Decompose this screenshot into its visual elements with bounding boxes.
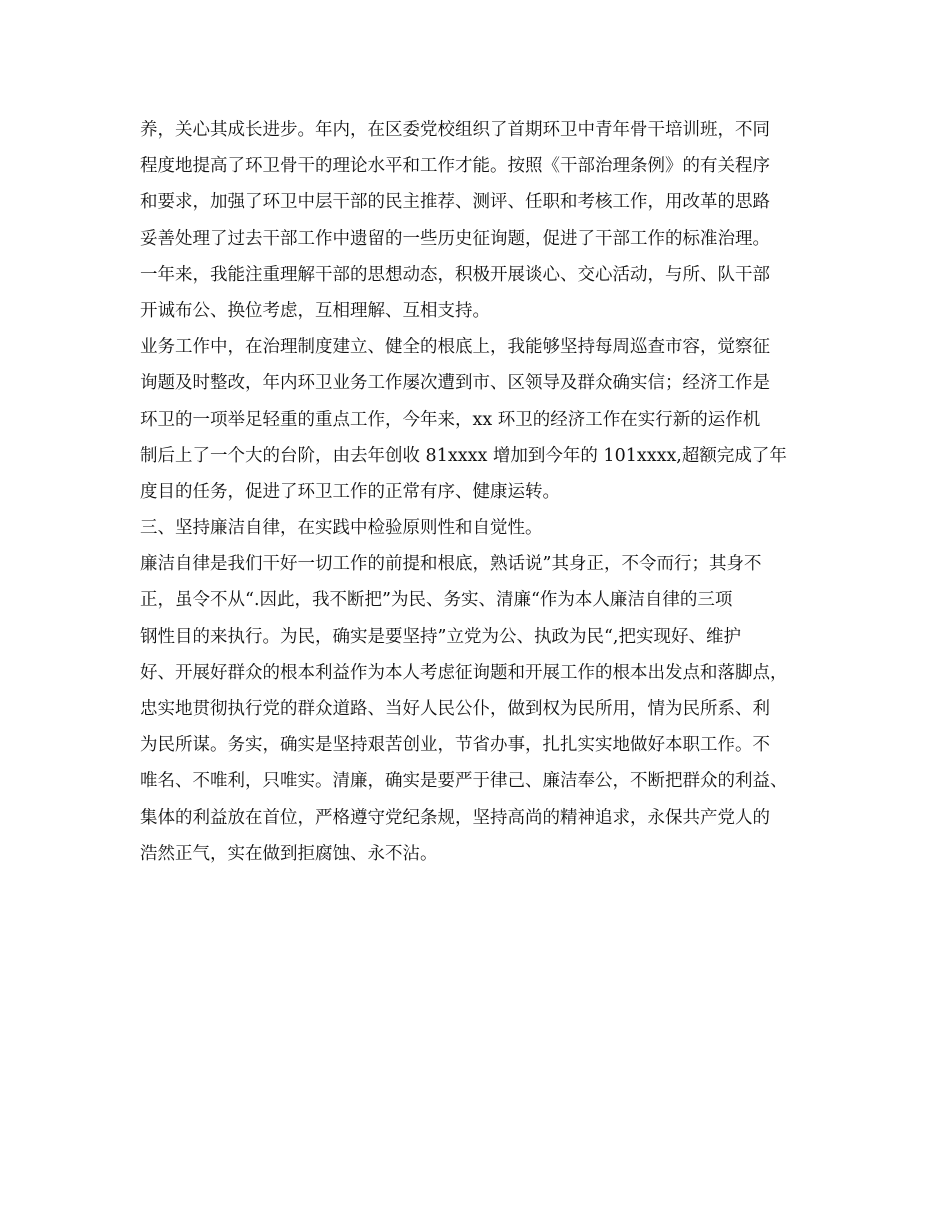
text-line: 为民所谋。务实，确实是坚持艰苦创业，节省办事，扎扎实实地做好本职工作。不 bbox=[140, 735, 770, 756]
text-line: 集体的利益放在首位，严格遵守党纪条规，坚持高尚的精神追求，永保共产党人的 bbox=[140, 807, 770, 828]
text-line: 唯名、不唯利，只唯实。清廉，确实是要严于律己、廉洁奉公，不断把群众的利益、 bbox=[140, 771, 788, 792]
text-line: 一年来，我能注重理解干部的思想动态，积极开展谈心、交心活动，与所、队干部 bbox=[140, 264, 770, 285]
text-line: 业务工作中，在治理制度建立、健全的根底上，我能够坚持每周巡查市容，觉察征 bbox=[140, 337, 770, 358]
text-line: 钢性目的来执行。为民，确实是要坚持”立党为公、执政为民“,把实现好、维护 bbox=[140, 626, 741, 647]
document-body bbox=[140, 112, 830, 872]
text-line: 制后上了一个大的台阶，由去年创收 81xxxx 增加到今年的 101xxxx,超额完成了年 bbox=[140, 445, 787, 466]
text-line: 开诚布公、换位考虑，互相理解、互相支持。 bbox=[140, 300, 490, 321]
section-heading: 三、坚持廉洁自律，在实践中检验原则性和自觉性。 bbox=[140, 518, 543, 539]
text-line: 养，关心其成长进步。年内，在区委党校组织了首期环卫中青年骨干培训班，不同 bbox=[140, 120, 770, 140]
text-line: 妥善处理了过去干部工作中遗留的一些历史征询题，促进了干部工作的标准治理。 bbox=[140, 228, 770, 249]
text-line: 环卫的一项举足轻重的重点工作，今年来，xx 环卫的经济工作在实行新的运作机 bbox=[140, 409, 761, 430]
text-line: 度目的任务，促进了环卫工作的正常有序、健康运转。 bbox=[140, 481, 560, 502]
text-line: 正，虽令不从“.因此，我不断把”为民、务实、清廉“作为本人廉洁自律的三项 bbox=[140, 590, 733, 611]
text-line: 浩然正气，实在做到拒腐蚀、永不沾。 bbox=[140, 843, 438, 864]
text-line: 程度地提高了环卫骨干的理论水平和工作才能。按照《干部治理条例》的有关程序 bbox=[140, 156, 770, 177]
text-line: 好、开展好群众的根本利益作为本人考虑征询题和开展工作的根本出发点和落脚点， bbox=[140, 662, 788, 683]
text-line: 询题及时整改，年内环卫业务工作屡次遭到市、区领导及群众确实信；经济工作是 bbox=[140, 373, 770, 394]
text-line: 廉洁自律是我们干好一切工作的前提和根底，熟话说”其身正，不令而行；其身不 bbox=[140, 554, 762, 575]
text-line: 忠实地贯彻执行党的群众道路、当好人民公仆，做到权为民所用，情为民所系、利 bbox=[140, 699, 770, 719]
text-line: 和要求，加强了环卫中层干部的民主推荐、测评、任职和考核工作，用改革的思路 bbox=[140, 192, 770, 213]
